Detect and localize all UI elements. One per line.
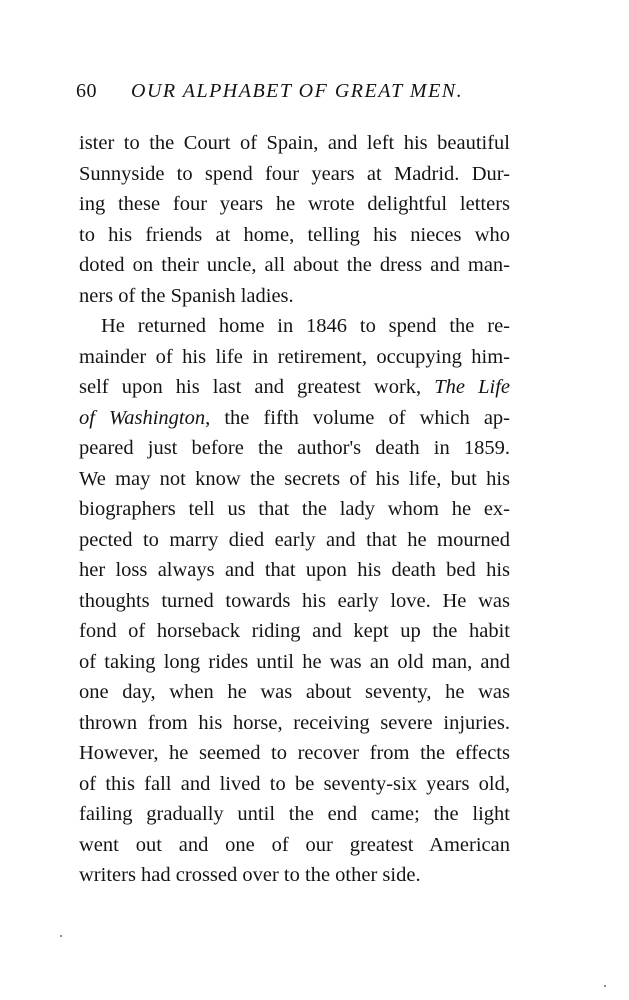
paper-speck: [60, 935, 62, 937]
text-line: thoughts turned towards his early love. He was: [79, 589, 510, 612]
text-line: of Washington, the fifth volume of which ap-: [79, 406, 510, 429]
text-line: thrown from his horse, receiving severe injuries.: [79, 711, 510, 734]
text-line: writers had crossed over to the other side.: [79, 864, 421, 886]
text-line: her loss always and that upon his death bed his: [79, 559, 510, 581]
text-line: doted on their uncle, all about the dress and man-: [79, 254, 510, 276]
text-line: Sunnyside to spend four years at Madrid. Dur-: [79, 162, 510, 185]
paper-speck: [604, 985, 606, 987]
paragraph-1: [79, 128, 510, 311]
running-title: OUR ALPHABET OF GREAT MEN.: [131, 80, 464, 102]
book-title-italic: The Life: [434, 376, 510, 398]
text-line: pected to marry died early and that he mourned: [79, 528, 510, 551]
text-line: biographers tell us that the lady whom he ex-: [79, 498, 510, 520]
text-line: one day, when he was about seventy, he was: [79, 681, 510, 703]
running-head: [76, 80, 546, 106]
text-line: failing gradually until the end came; the light: [79, 803, 510, 825]
text-line: ister to the Court of Spain, and left his beautiful: [79, 132, 510, 154]
text-line: peared just before the author's death in 1859.: [79, 437, 510, 459]
text-line: We may not know the secrets of his life, but his: [79, 467, 510, 490]
body-text: [79, 128, 510, 891]
text-line: ners of the Spanish ladies.: [79, 284, 294, 307]
book-title-italic: of Washington: [79, 406, 206, 429]
text-line: of this fall and lived to be seventy-six years old,: [79, 772, 510, 795]
text-line: He returned home in 1846 to spend the re-: [101, 315, 510, 337]
text-line: went out and one of our greatest American: [79, 833, 510, 856]
text-line: fond of horseback riding and kept up the habit: [79, 620, 510, 642]
text-line: However, he seemed to recover from the effects: [79, 742, 510, 764]
page-number: 60: [76, 80, 97, 102]
text-line: self upon his last and greatest work, The Life: [79, 376, 510, 398]
text-line: to his friends at home, telling his nieces who: [79, 223, 510, 246]
text-line: of taking long rides until he was an old man, and: [79, 650, 510, 673]
text-line: ing these four years he wrote delightful letters: [79, 193, 510, 215]
text-line: mainder of his life in retirement, occupying him-: [79, 345, 510, 368]
paragraph-2: [79, 311, 510, 891]
